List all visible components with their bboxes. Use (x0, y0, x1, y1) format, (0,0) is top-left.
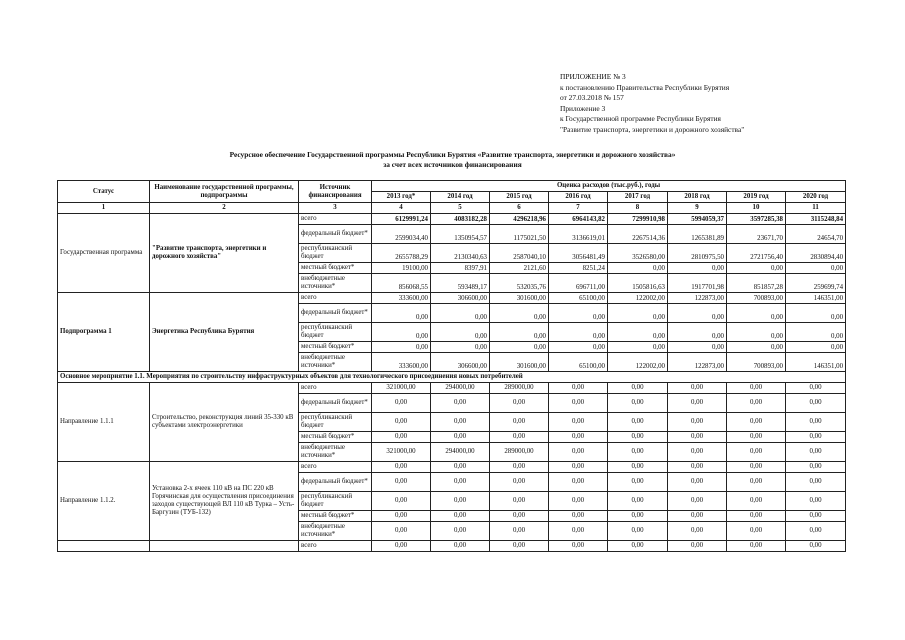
value-cell: 2267514,36 (608, 225, 668, 244)
year-header: 2019 год (727, 192, 786, 203)
value-cell: 856068,55 (372, 274, 431, 293)
value-cell: 289000,00 (490, 443, 549, 462)
value-cell: 0,00 (431, 492, 490, 511)
value-cell: 0,00 (372, 462, 431, 473)
header-line: "Развитие транспорта, энергетики и дорожного хозяйства" (560, 124, 745, 134)
value-cell: 4296218,96 (490, 214, 549, 225)
value-cell: 23671,70 (727, 225, 786, 244)
value-cell: 0,00 (431, 462, 490, 473)
value-cell: 0,00 (727, 522, 786, 541)
appendix-header (560, 72, 744, 136)
value-cell: 696711,00 (549, 274, 608, 293)
funding-source: внебюджетные источники* (299, 274, 372, 293)
value-cell: 0,00 (668, 342, 727, 353)
row-status: Государственная программа (58, 214, 150, 293)
value-cell: 0,00 (786, 541, 846, 552)
row-status: Подпрограмма 1 (58, 293, 150, 372)
funding-source: внебюджетные источники* (299, 443, 372, 462)
value-cell: 0,00 (727, 304, 786, 323)
table-row (58, 214, 846, 225)
funding-source: всего (299, 541, 372, 552)
row-name: Установка 2-х ячеек 110 кВ на ПС 220 кВ Горячинская для осуществления присоединения заходов существующей ВЛ 110 кВ Турка – Усть-Баргузин (ТУБ-132) (150, 462, 299, 541)
value-cell: 0,00 (490, 462, 549, 473)
header-line: Приложение 3 (560, 103, 606, 113)
value-cell: 0,00 (786, 462, 846, 473)
value-cell: 0,00 (668, 473, 727, 492)
year-header: 2018 год (668, 192, 727, 203)
value-cell: 0,00 (549, 394, 608, 413)
table-row (58, 383, 846, 394)
funding-source: местный бюджет* (299, 511, 372, 522)
header-line: к Государственной программе Республики Бурятия (560, 114, 721, 124)
value-cell: 0,00 (668, 511, 727, 522)
header-status: Статус (58, 181, 150, 203)
value-cell: 0,00 (727, 263, 786, 274)
value-cell: 0,00 (727, 541, 786, 552)
value-cell: 0,00 (490, 541, 549, 552)
header-line: от 27.03.2018 № 157 (560, 93, 624, 103)
column-number: 8 (608, 203, 668, 214)
value-cell: 0,00 (786, 413, 846, 432)
value-cell: 1175021,50 (490, 225, 549, 244)
value-cell: 0,00 (431, 413, 490, 432)
value-cell: 0,00 (549, 383, 608, 394)
value-cell: 0,00 (608, 383, 668, 394)
value-cell: 3597285,38 (727, 214, 786, 225)
value-cell: 259699,74 (786, 274, 846, 293)
value-cell: 0,00 (490, 432, 549, 443)
value-cell: 0,00 (372, 541, 431, 552)
value-cell: 0,00 (608, 323, 668, 342)
value-cell: 0,00 (490, 394, 549, 413)
section-title: Основное мероприятие 1.1. Мероприятия по строительству инфраструктурных объектов для технологического присоединения новых потребителей (58, 372, 846, 383)
value-cell: 0,00 (372, 432, 431, 443)
value-cell: 700893,00 (727, 353, 786, 372)
value-cell: 0,00 (668, 394, 727, 413)
value-cell: 0,00 (549, 342, 608, 353)
value-cell: 593489,17 (431, 274, 490, 293)
funding-source: внебюджетные источники* (299, 353, 372, 372)
value-cell: 0,00 (549, 473, 608, 492)
table-row (58, 293, 846, 304)
value-cell: 0,00 (727, 383, 786, 394)
value-cell: 0,00 (431, 522, 490, 541)
column-number: 5 (431, 203, 490, 214)
column-number: 1 (58, 203, 150, 214)
value-cell: 0,00 (668, 263, 727, 274)
value-cell: 0,00 (490, 492, 549, 511)
year-header: 2014 год (431, 192, 490, 203)
value-cell: 0,00 (786, 522, 846, 541)
value-cell: 0,00 (786, 342, 846, 353)
value-cell: 122002,00 (608, 293, 668, 304)
funding-source: местный бюджет* (299, 342, 372, 353)
value-cell: 0,00 (608, 263, 668, 274)
value-cell: 0,00 (608, 304, 668, 323)
value-cell: 0,00 (727, 394, 786, 413)
value-cell: 0,00 (372, 342, 431, 353)
value-cell: 1350954,57 (431, 225, 490, 244)
value-cell: 2810975,50 (668, 244, 727, 263)
year-header: 2013 год* (372, 192, 431, 203)
funding-source: внебюджетные источники* (299, 522, 372, 541)
value-cell: 0,00 (727, 323, 786, 342)
value-cell: 0,00 (786, 304, 846, 323)
row-name: Строительство, реконструкция линий 35-330 кВ субъектами электроэнергетики (150, 383, 299, 462)
value-cell: 0,00 (786, 443, 846, 462)
value-cell: 0,00 (549, 462, 608, 473)
value-cell: 3136619,01 (549, 225, 608, 244)
value-cell: 0,00 (786, 383, 846, 394)
column-number: 2 (150, 203, 299, 214)
funding-source: республиканский бюджет (299, 492, 372, 511)
value-cell: 2599034,40 (372, 225, 431, 244)
value-cell: 0,00 (668, 443, 727, 462)
value-cell: 0,00 (431, 541, 490, 552)
funding-source: федеральный бюджет* (299, 394, 372, 413)
value-cell: 0,00 (668, 522, 727, 541)
column-number: 4 (372, 203, 431, 214)
value-cell: 0,00 (727, 462, 786, 473)
value-cell: 333600,00 (372, 293, 431, 304)
value-cell: 0,00 (608, 511, 668, 522)
funding-source: местный бюджет* (299, 263, 372, 274)
column-number: 6 (490, 203, 549, 214)
value-cell: 0,00 (727, 492, 786, 511)
value-cell: 2721756,40 (727, 244, 786, 263)
funding-source: республиканский бюджет (299, 413, 372, 432)
value-cell: 0,00 (372, 511, 431, 522)
value-cell: 2655788,29 (372, 244, 431, 263)
value-cell: 306600,00 (431, 293, 490, 304)
value-cell: 0,00 (549, 541, 608, 552)
value-cell: 2587040,10 (490, 244, 549, 263)
value-cell: 0,00 (608, 541, 668, 552)
value-cell: 0,00 (431, 394, 490, 413)
column-number: 3 (299, 203, 372, 214)
table-row (58, 462, 846, 473)
value-cell: 6964143,82 (549, 214, 608, 225)
header-name: Наименование государственной программы, подпрограммы (150, 181, 299, 203)
value-cell: 0,00 (372, 304, 431, 323)
funding-source: всего (299, 383, 372, 394)
value-cell: 24654,70 (786, 225, 846, 244)
funding-source: местный бюджет* (299, 432, 372, 443)
value-cell: 19100,00 (372, 263, 431, 274)
value-cell: 700893,00 (727, 293, 786, 304)
value-cell: 0,00 (608, 473, 668, 492)
value-cell: 0,00 (727, 413, 786, 432)
value-cell: 0,00 (608, 443, 668, 462)
value-cell: 122002,00 (608, 353, 668, 372)
value-cell: 321000,00 (372, 443, 431, 462)
value-cell: 0,00 (608, 394, 668, 413)
value-cell: 0,00 (668, 492, 727, 511)
funding-source: федеральный бюджет* (299, 225, 372, 244)
value-cell: 0,00 (727, 443, 786, 462)
value-cell: 6129991,24 (372, 214, 431, 225)
value-cell: 0,00 (372, 492, 431, 511)
value-cell: 3526580,00 (608, 244, 668, 263)
title-line-2: за счет всех источников финансирования (383, 160, 522, 169)
value-cell: 0,00 (668, 432, 727, 443)
empty-cell (58, 541, 150, 552)
value-cell: 294000,00 (431, 443, 490, 462)
value-cell: 0,00 (549, 443, 608, 462)
value-cell: 0,00 (608, 432, 668, 443)
funding-source: республиканский бюджет (299, 244, 372, 263)
value-cell: 2830894,40 (786, 244, 846, 263)
value-cell: 0,00 (549, 323, 608, 342)
value-cell: 1917701,98 (668, 274, 727, 293)
value-cell: 0,00 (372, 394, 431, 413)
value-cell: 0,00 (549, 304, 608, 323)
value-cell: 65100,00 (549, 353, 608, 372)
value-cell: 0,00 (786, 492, 846, 511)
header-line: ПРИЛОЖЕНИЕ № 3 (560, 72, 626, 81)
value-cell: 0,00 (786, 394, 846, 413)
value-cell: 0,00 (490, 304, 549, 323)
value-cell: 0,00 (490, 473, 549, 492)
column-number: 10 (727, 203, 786, 214)
value-cell: 294000,00 (431, 383, 490, 394)
funding-source: всего (299, 293, 372, 304)
funding-source: федеральный бюджет* (299, 304, 372, 323)
value-cell: 851857,28 (727, 274, 786, 293)
year-header: 2017 год (608, 192, 668, 203)
value-cell: 0,00 (549, 413, 608, 432)
funding-source: республиканский бюджет (299, 323, 372, 342)
value-cell: 333600,00 (372, 353, 431, 372)
funding-source: федеральный бюджет* (299, 473, 372, 492)
value-cell: 0,00 (608, 522, 668, 541)
document-title (0, 150, 905, 170)
value-cell: 2121,60 (490, 263, 549, 274)
value-cell: 0,00 (786, 473, 846, 492)
section-row (58, 372, 846, 383)
header-estimate: Оценка расходов (тыс.руб.), годы (372, 181, 846, 192)
value-cell: 301600,00 (490, 353, 549, 372)
row-status: Направление 1.1.2. (58, 462, 150, 541)
value-cell: 0,00 (490, 342, 549, 353)
row-name: Энергетика Республика Бурятия (150, 293, 299, 372)
column-number: 9 (668, 203, 727, 214)
funding-source: всего (299, 462, 372, 473)
value-cell: 2130340,63 (431, 244, 490, 263)
value-cell: 0,00 (372, 413, 431, 432)
value-cell: 0,00 (786, 432, 846, 443)
column-number: 11 (786, 203, 846, 214)
value-cell: 321000,00 (372, 383, 431, 394)
value-cell: 65100,00 (549, 293, 608, 304)
resource-table (57, 180, 846, 552)
year-header: 2016 год (549, 192, 608, 203)
value-cell: 0,00 (786, 323, 846, 342)
value-cell: 0,00 (431, 473, 490, 492)
value-cell: 0,00 (608, 413, 668, 432)
value-cell: 0,00 (668, 323, 727, 342)
value-cell: 0,00 (490, 522, 549, 541)
value-cell: 289000,00 (490, 383, 549, 394)
value-cell: 532035,76 (490, 274, 549, 293)
value-cell: 0,00 (549, 492, 608, 511)
value-cell: 122873,00 (668, 353, 727, 372)
value-cell: 0,00 (431, 432, 490, 443)
value-cell: 0,00 (668, 462, 727, 473)
value-cell: 146351,00 (786, 293, 846, 304)
value-cell: 0,00 (431, 511, 490, 522)
value-cell: 0,00 (431, 342, 490, 353)
value-cell: 0,00 (727, 432, 786, 443)
value-cell: 0,00 (549, 522, 608, 541)
value-cell: 0,00 (549, 511, 608, 522)
value-cell: 0,00 (727, 473, 786, 492)
value-cell: 146351,00 (786, 353, 846, 372)
year-header: 2015 год (490, 192, 549, 203)
value-cell: 0,00 (608, 342, 668, 353)
value-cell: 3056481,49 (549, 244, 608, 263)
value-cell: 0,00 (549, 432, 608, 443)
header-source: Источник финансирования (299, 181, 372, 203)
value-cell: 0,00 (668, 383, 727, 394)
value-cell: 0,00 (608, 492, 668, 511)
column-number: 7 (549, 203, 608, 214)
value-cell: 4083182,28 (431, 214, 490, 225)
value-cell: 301600,00 (490, 293, 549, 304)
value-cell: 0,00 (431, 323, 490, 342)
row-name: "Развитие транспорта, энергетики и дорожного хозяйства" (150, 214, 299, 293)
value-cell: 0,00 (786, 263, 846, 274)
value-cell: 0,00 (786, 511, 846, 522)
value-cell: 122873,00 (668, 293, 727, 304)
value-cell: 0,00 (727, 342, 786, 353)
value-cell: 0,00 (668, 413, 727, 432)
row-status: Направление 1.1.1 (58, 383, 150, 462)
table-row (58, 541, 846, 552)
value-cell: 7299910,98 (608, 214, 668, 225)
value-cell: 0,00 (490, 511, 549, 522)
empty-cell (150, 541, 299, 552)
value-cell: 3115248,84 (786, 214, 846, 225)
value-cell: 8251,24 (549, 263, 608, 274)
value-cell: 0,00 (490, 413, 549, 432)
value-cell: 0,00 (372, 323, 431, 342)
value-cell: 0,00 (727, 511, 786, 522)
value-cell: 0,00 (668, 304, 727, 323)
header-line: к постановлению Правительства Республики Бурятия (560, 82, 730, 92)
year-header: 2020 год (786, 192, 846, 203)
value-cell: 0,00 (372, 522, 431, 541)
value-cell: 0,00 (668, 541, 727, 552)
value-cell: 0,00 (431, 304, 490, 323)
value-cell: 1505816,63 (608, 274, 668, 293)
value-cell: 1265381,89 (668, 225, 727, 244)
value-cell: 0,00 (372, 473, 431, 492)
value-cell: 306600,00 (431, 353, 490, 372)
value-cell: 8397,91 (431, 263, 490, 274)
value-cell: 0,00 (608, 462, 668, 473)
funding-source: всего (299, 214, 372, 225)
value-cell: 0,00 (490, 323, 549, 342)
value-cell: 5994059,37 (668, 214, 727, 225)
title-line-1: Ресурсное обеспечение Государственной программы Республики Бурятия «Развитие транспорта, энергетики и дорожного хозяйства» (229, 150, 676, 159)
